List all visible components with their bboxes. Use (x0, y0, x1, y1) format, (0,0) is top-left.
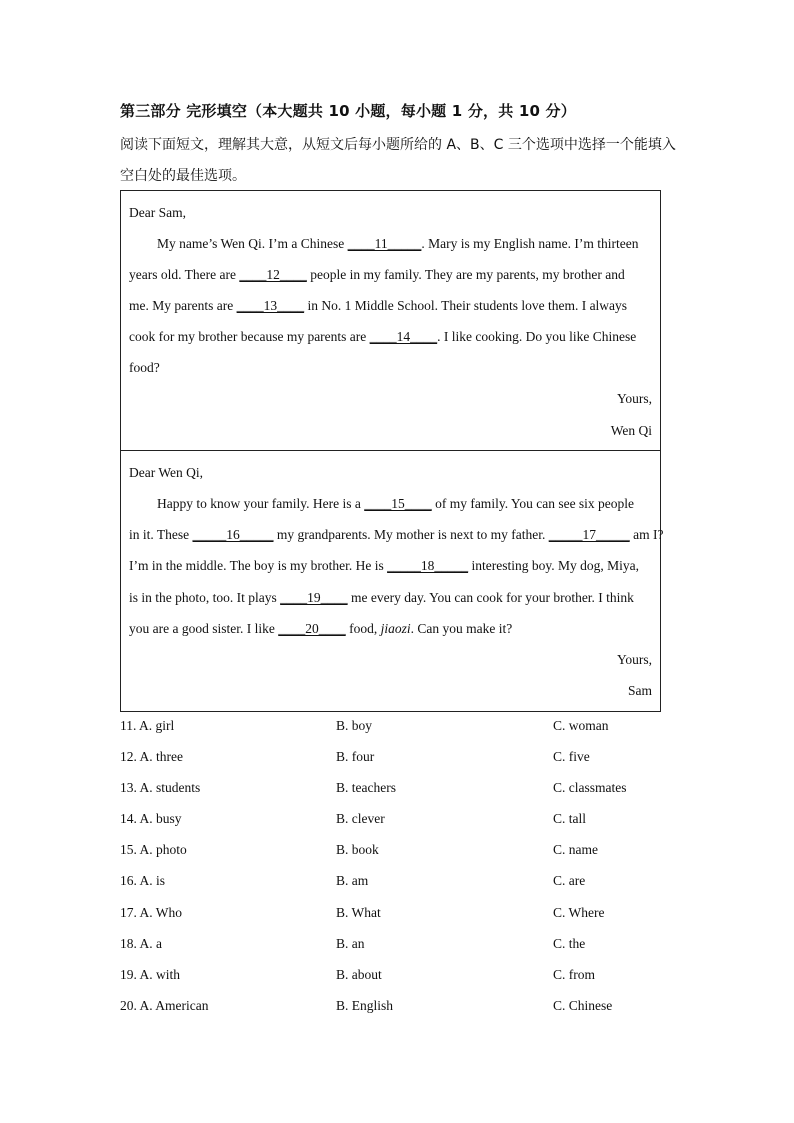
option-c: C. tall (553, 811, 586, 826)
option-c: C. five (553, 749, 590, 764)
letter1-line-5: food? (129, 360, 160, 375)
blank-11: ____11_____ (347, 236, 422, 251)
text-segment: me. My parents are (129, 298, 237, 313)
letter1-signature: Wen Qi (610, 423, 652, 438)
option-c: C. from (553, 967, 595, 982)
option-b: B. an (336, 936, 365, 951)
blank-12: ____12____ (239, 267, 307, 282)
option-a: 11. A. girl (120, 718, 175, 733)
instructions-line-2: 空白处的最佳选项。 (120, 168, 246, 184)
option-a: 19. A. with (120, 967, 181, 982)
question-row (120, 936, 680, 954)
text-segment: food, (345, 621, 381, 636)
blank-20: ____20____ (278, 621, 346, 636)
option-b: B. English (336, 998, 394, 1013)
letter2-line-4 (129, 589, 652, 607)
text-segment: is in the photo, too. It plays (129, 590, 281, 605)
option-b: B. boy (336, 718, 373, 733)
letter1-line-3 (129, 297, 652, 315)
option-a: 20. A. American (120, 998, 209, 1013)
option-c: C. Chinese (553, 998, 613, 1013)
question-row (120, 873, 680, 891)
letter2-line-2 (129, 526, 664, 544)
option-b: B. about (336, 967, 382, 982)
text-segment: . I like cooking. Do you like Chinese (437, 329, 637, 344)
option-b: B. four (336, 749, 375, 764)
letter2-line-5 (129, 620, 652, 638)
text-segment: My name’s Wen Qi. I’m a Chinese (157, 236, 348, 251)
option-a: 13. A. students (120, 780, 201, 795)
blank-14: ____14____ (369, 329, 438, 344)
option-b: B. What (336, 905, 381, 920)
option-a: 14. A. busy (120, 811, 182, 826)
text-segment: . Mary is my English name. I’m thirteen (421, 236, 639, 251)
letter-from-sam (120, 450, 664, 712)
option-a: 16. A. is (120, 873, 166, 888)
question-row (120, 811, 680, 829)
text-segment: am I? (629, 527, 664, 542)
question-row (120, 842, 680, 860)
question-row (120, 967, 680, 985)
text-segment: I’m in the middle. The boy is my brother. He is (129, 558, 388, 573)
letter1-line-4 (129, 328, 652, 346)
option-c: C. woman (553, 718, 609, 733)
letter2-line-3 (129, 557, 652, 575)
blank-13: ____13____ (236, 298, 305, 313)
question-row (120, 718, 680, 736)
text-segment: Happy to know your family. Here is a (157, 496, 365, 511)
letter1-greeting: Dear Sam, (129, 205, 186, 220)
section-heading: 第三部分 完形填空（本大题共 10 小题，每小题 1 分，共 10 分） (120, 102, 576, 120)
text-segment: people in my family. They are my parents, my brother and (306, 267, 625, 282)
letter1-closing: Yours, (616, 391, 652, 406)
option-c: C. classmates (553, 780, 627, 795)
option-b: B. teachers (336, 780, 396, 795)
text-segment: of my family. You can see six people (431, 496, 635, 511)
blank-17: _____17_____ (548, 527, 630, 542)
letter1-line-1 (129, 235, 652, 253)
letter-from-wen-qi (120, 190, 661, 451)
blank-18: _____18_____ (387, 558, 469, 573)
text-segment: you are a good sister. I like (129, 621, 279, 636)
text-segment: me every day. You can cook for your brother. I think (347, 590, 634, 605)
italic-word: jiaozi (380, 621, 411, 636)
option-c: C. the (553, 936, 586, 951)
letter2-greeting: Dear Wen Qi, (129, 465, 204, 480)
blank-19: ____19____ (280, 590, 348, 605)
question-row (120, 749, 680, 767)
option-a: 18. A. a (120, 936, 162, 951)
option-c: C. Where (553, 905, 605, 920)
text-segment: years old. There are (129, 267, 240, 282)
option-a: 17. A. Who (120, 905, 183, 920)
question-row (120, 998, 680, 1016)
text-segment: my grandparents. My mother is next to my father. (273, 527, 549, 542)
blank-15: ____15____ (364, 496, 432, 511)
blank-16: _____16_____ (192, 527, 274, 542)
option-b: B. clever (336, 811, 385, 826)
option-c: C. are (553, 873, 586, 888)
question-row (120, 780, 680, 798)
text-segment: cook for my brother because my parents are (129, 329, 370, 344)
text-segment: interesting boy. My dog, Miya, (468, 558, 639, 573)
option-b: B. am (336, 873, 369, 888)
text-segment: . Can you make it? (410, 621, 513, 636)
text-segment: in it. These (129, 527, 193, 542)
instructions-line-1: 阅读下面短文，理解其大意，从短文后每小题所给的 A、B、C 三个选项中选择一个能填入 (120, 137, 676, 153)
option-c: C. name (553, 842, 598, 857)
text-segment: in No. 1 Middle School. Their students love them. I always (304, 298, 628, 313)
letter1-line-2 (129, 266, 652, 284)
letter2-closing: Yours, (616, 652, 652, 667)
option-b: B. book (336, 842, 379, 857)
letter2-signature: Sam (627, 683, 652, 698)
option-a: 12. A. three (120, 749, 183, 764)
option-a: 15. A. photo (120, 842, 187, 857)
question-row (120, 905, 680, 923)
letter2-line-1 (129, 495, 652, 513)
